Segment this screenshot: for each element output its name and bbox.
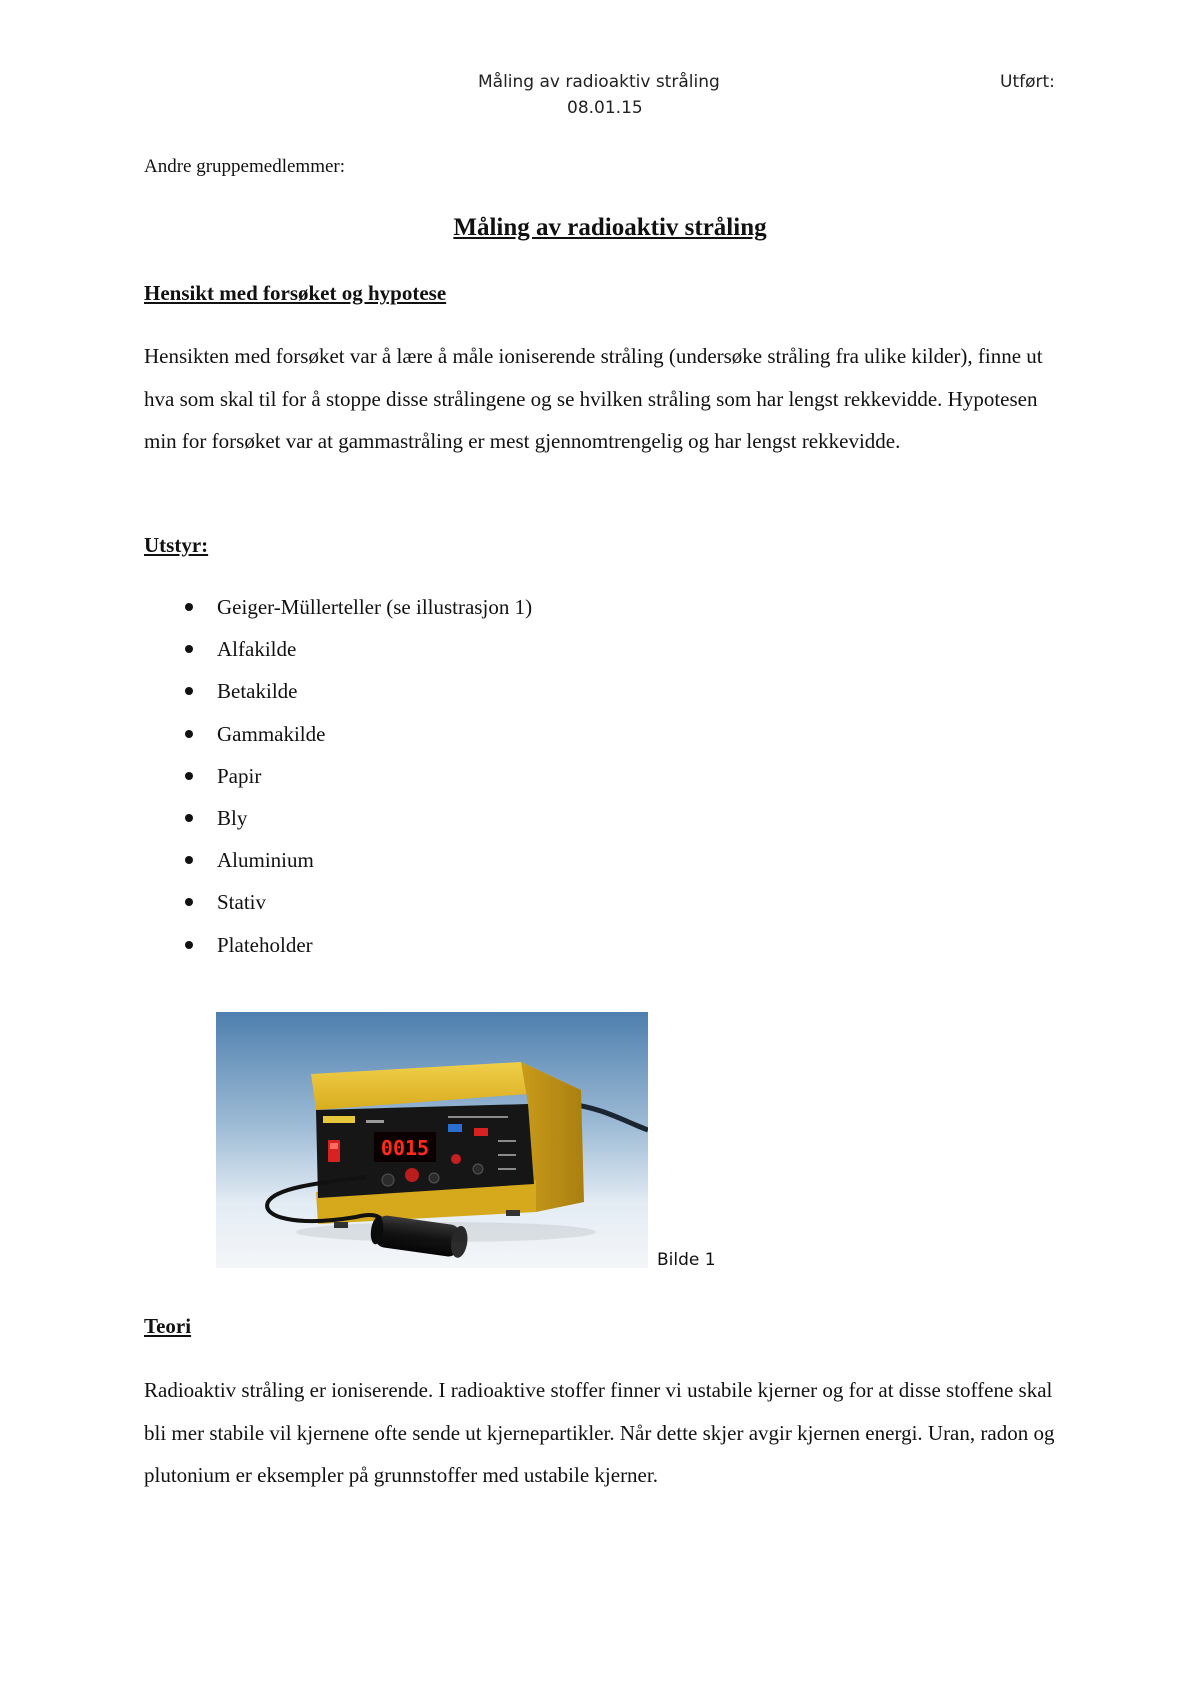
list-item [0, 713, 700, 755]
theory-paragraph: Radioaktiv stråling er ioniserende. I radioaktive stoffer finner vi ustabile kjerner og for at disse stoffene skal bli mer stabile vil kjernene ofte sende ut kjernepartikler. Når dette skjer avgir kjernen energi. Uran, radon og plutonium er eksempler på grunnstoffer med ustabile kjerner. [144, 1378, 1055, 1487]
list-item-label: Geiger-Müllerteller (se illustrasjon 1) [217, 595, 533, 619]
bullet-icon [185, 856, 193, 864]
figure-caption: Bilde 1 [657, 1250, 716, 1270]
bullet-icon [185, 603, 193, 611]
list-item-label: Aluminium [217, 848, 314, 873]
list-item [0, 755, 700, 797]
list-item [0, 839, 700, 881]
header-title: Måling av radioaktiv stråling [478, 72, 720, 92]
list-item-label: Plateholder [217, 932, 313, 957]
geiger-counter-photo [216, 1012, 648, 1268]
group-members-label: Andre gruppemedlemmer: [144, 156, 346, 177]
list-item-label: Gammakilde [217, 721, 326, 746]
bullet-icon [185, 898, 193, 906]
header-performed-label: Utført: [1000, 72, 1055, 92]
list-item [0, 881, 700, 923]
list-item [0, 586, 700, 628]
bullet-icon [185, 814, 193, 822]
counter-display-reading: 0015 [380, 1136, 430, 1160]
list-item [0, 670, 700, 712]
equipment-list [0, 586, 700, 966]
document-title: Måling av radioaktiv stråling [453, 214, 767, 241]
theory-heading: Teori [144, 1314, 192, 1338]
bullet-icon [185, 941, 193, 949]
equipment-heading: Utstyr: [144, 533, 209, 557]
header-date: 08.01.15 [567, 98, 643, 118]
bullet-icon [185, 687, 193, 695]
list-item-label: Betakilde [217, 679, 298, 704]
bullet-icon [185, 772, 193, 780]
list-item-label: Alfakilde [217, 637, 297, 662]
bullet-icon [185, 730, 193, 738]
purpose-heading: Hensikt med forsøket og hypotese [144, 281, 447, 305]
list-item [0, 628, 700, 670]
list-item-label: Bly [217, 805, 248, 830]
purpose-paragraph: Hensikten med forsøket var å lære å måle ioniserende stråling (undersøke stråling fra ulike kilder), finne ut hva som skal til for å stoppe disse strålingene og se hvilken stråling som har lengst rekkevidde. Hypotesen min for forsøket var at gammastråling er mest gjennomtrengelig og har lengst rekkevidde. [144, 344, 1043, 453]
list-item-label: Stativ [217, 890, 267, 915]
bullet-icon [185, 645, 193, 653]
list-item [0, 797, 700, 839]
list-item [0, 924, 700, 966]
list-item-label: Papir [217, 763, 262, 788]
